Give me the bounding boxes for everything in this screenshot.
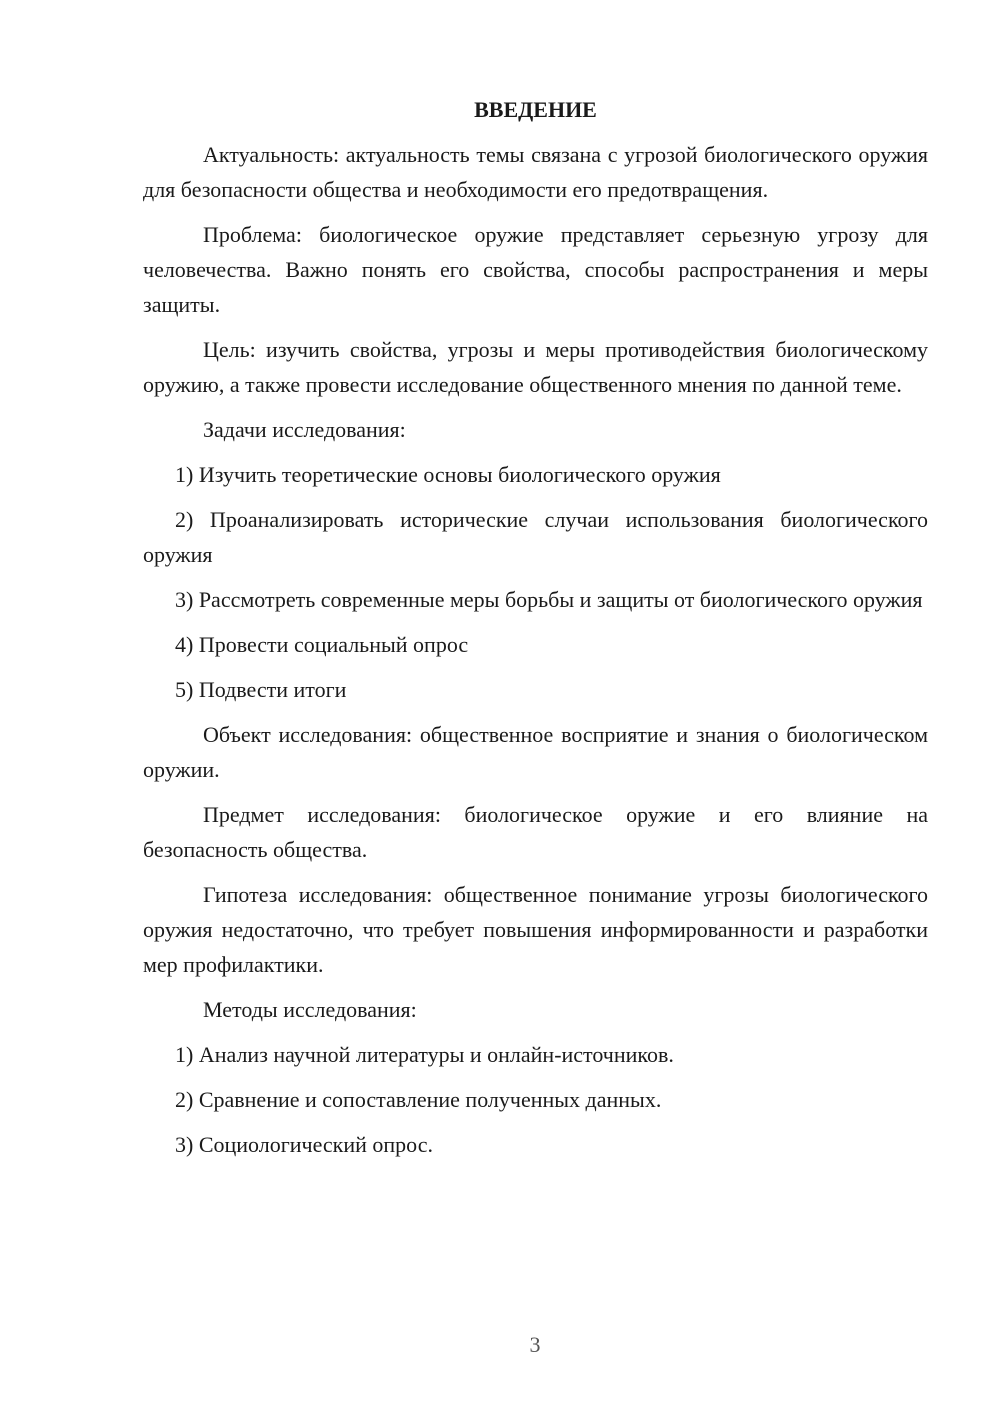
task-item-1: 1) Изучить теоретические основы биологического оружия: [175, 462, 721, 487]
page-number: 3: [529, 1332, 541, 1357]
method-item-3: 3) Социологический опрос.: [175, 1132, 433, 1157]
methods-heading: Методы исследования:: [203, 997, 417, 1022]
page-title: ВВЕДЕНИЕ: [474, 97, 597, 122]
paragraph-hypothesis: Гипотеза исследования: общественное понимание угрозы биологического оружия недостаточно, что требует повышения информированности и разработки мер профилактики.: [143, 882, 928, 977]
document-body: [143, 92, 928, 1172]
paragraph-relevance: Актуальность: актуальность темы связана с угрозой биологического оружия для безопасности общества и необходимости его предотвращения.: [143, 142, 928, 202]
paragraph-goal: Цель: изучить свойства, угрозы и меры противодействия биологическому оружию, а также провести исследование общественного мнения по данной теме.: [143, 337, 928, 397]
method-item-2: 2) Сравнение и сопоставление полученных данных.: [175, 1087, 662, 1112]
paragraph-problem: Проблема: биологическое оружие представляет серьезную угрозу для человечества. Важно понять его свойства, способы распространения и меры защиты.: [143, 222, 928, 317]
paragraph-subject: Предмет исследования: биологическое оружие и его влияние на безопасность общества.: [143, 802, 928, 862]
tasks-heading: Задачи исследования:: [203, 417, 406, 442]
paragraph-object: Объект исследования: общественное восприятие и знания о биологическом оружии.: [143, 722, 928, 782]
task-item-5: 5) Подвести итоги: [175, 677, 347, 702]
method-item-1: 1) Анализ научной литературы и онлайн-источников.: [175, 1042, 674, 1067]
task-item-3: 3) Рассмотреть современные меры борьбы и защиты от биологического оружия: [175, 587, 923, 612]
task-item-2: 2) Проанализировать исторические случаи использования биологического оружия: [143, 507, 928, 567]
task-item-4: 4) Провести социальный опрос: [175, 632, 469, 657]
